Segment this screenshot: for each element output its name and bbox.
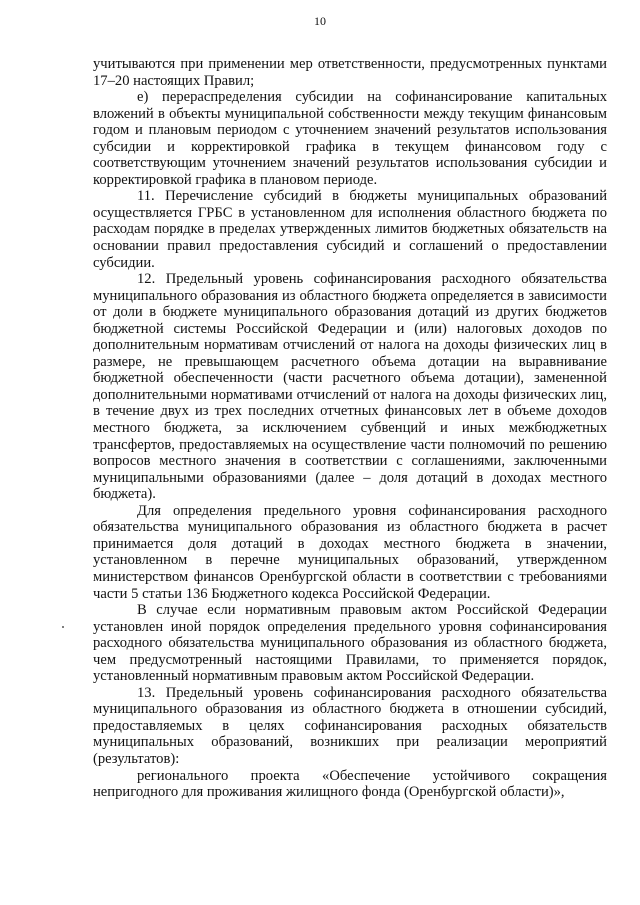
paragraph: учитываются при применении мер ответственности, предусмотренных пунктами 17–20 настоящих Правил;: [93, 56, 607, 89]
paragraph: 13. Предельный уровень софинансирования расходного обязательства муниципального образования из областного бюджета в отношении субсидий, предоставляемых в целях софинансирования расходных обязательств муниципальных образований, возникших при реализации мероприятий (результатов):: [93, 684, 607, 767]
paragraph: е) перераспределения субсидии на софинансирование капитальных вложений в объекты муниципальной собственности между текущим финансовым годом и плановым периодом с уточнением значений результатов использования субсидии и корректировкой графика в текущем финансовом году с соответствующим уточнением значений результатов использования субсидии и корректировкой графика в плановом периоде.: [93, 89, 607, 188]
page-number: 10: [314, 14, 326, 28]
paragraph: регионального проекта «Обеспечение устойчивого сокращения непригодного для проживания жилищного фонда (Оренбургской области)»,: [93, 767, 607, 801]
paragraph: Для определения предельного уровня софинансирования расходного обязательства муниципального образования из областного бюджета в расчет принимается доля дотаций в доходах местного бюджета в значении, установленном в перечне муниципальных образований, утвержденном министерством финансов Оренбургской области в соответствии с требованиями части 5 статьи 136 Бюджетного кодекса Российской Федерации.: [93, 502, 607, 602]
paragraph: 11. Перечисление субсидий в бюджеты муниципальных образований осуществляется ГРБС в установленном для исполнения областного бюджета по расходам порядке в пределах утвержденных лимитов бюджетных обязательств на основании правил предоставления субсидий и соглашений о предоставлении субсидии.: [93, 188, 607, 271]
document-body: [93, 56, 607, 801]
margin-mark: [62, 626, 64, 628]
paragraph: В случае если нормативным правовым актом Российской Федерации установлен иной порядок определения предельного уровня софинансирования расходного обязательства муниципального образования из областного бюджета, чем предусмотренный настоящими Правилами, то применяется порядок, установленный нормативным правовым актом Российской Федерации.: [93, 602, 607, 685]
paragraph: 12. Предельный уровень софинансирования расходного обязательства муниципального образования из областного бюджета определяется в зависимости от доли в бюджете муниципального образования дотаций из других бюджетов бюджетной системы Российской Федерации и (или) налоговых доходов по дополнительным нормативам отчислений от налога на доходы физических лиц в размере, не превышающем расчетного объема дотации на выравнивание бюджетной обеспеченности (части расчетного объема дотации), замененной дополнительными нормативами отчислений от налога на доходы физических лиц, в течение двух из трех последних отчетных финансовых лет в объеме доходов местного бюджета, за исключением субвенций и иных межбюджетных трансфертов, предоставляемых на осуществление части полномочий по решению вопросов местного значения в соответствии с соглашениями, заключенными муниципальными образованиями (далее – доля дотаций в доходах местного бюджета).: [93, 271, 607, 503]
